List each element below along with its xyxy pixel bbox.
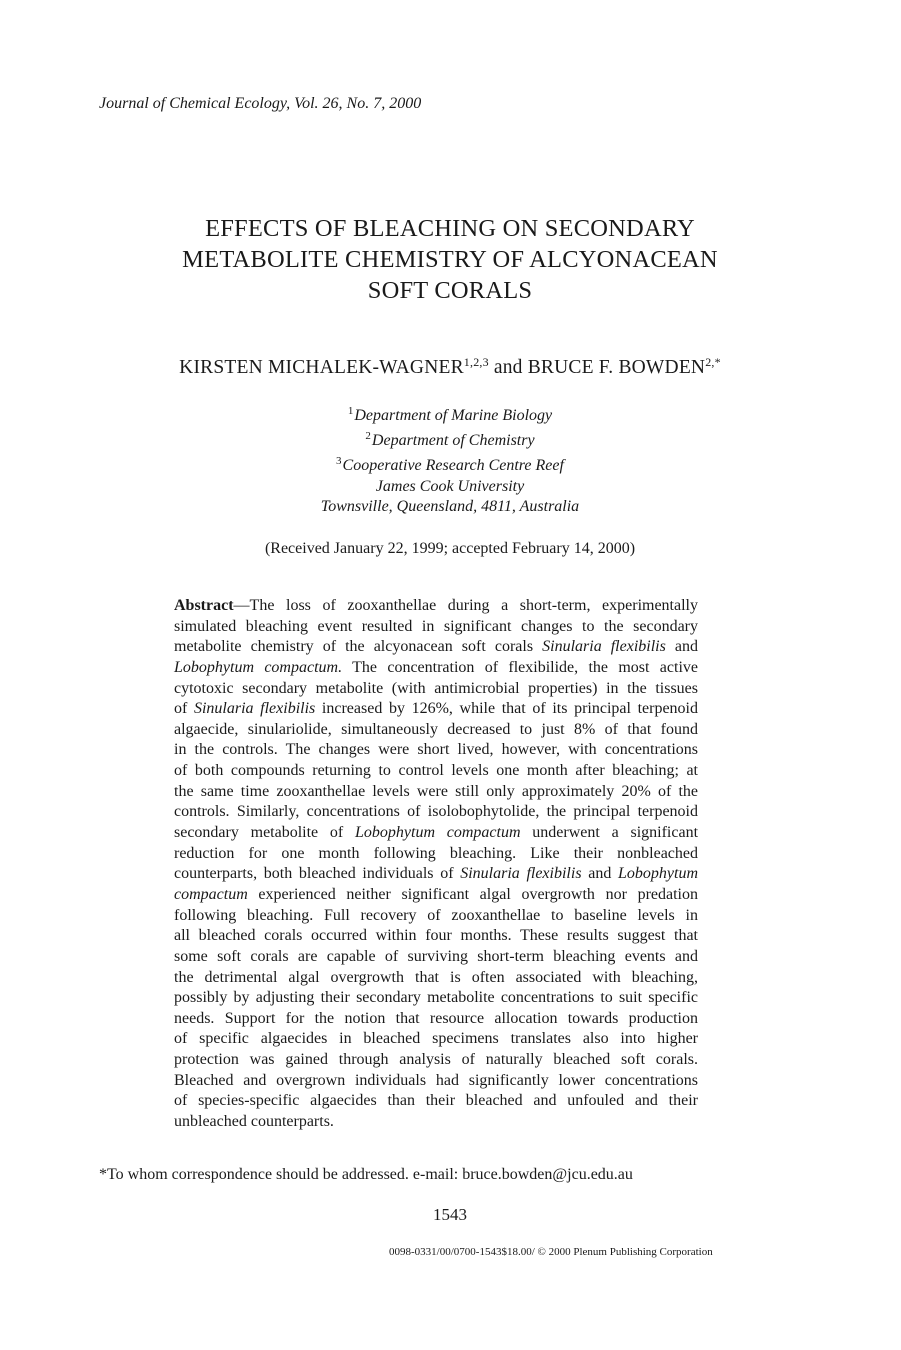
species-name: Lobophytum compactum. (174, 658, 343, 676)
abstract-line: of specific algaecides in bleached specimens translates also into higher (174, 1030, 698, 1048)
species-name: Sinularia flexibilis (460, 865, 582, 883)
abstract-line: some soft corals are capable of surviving short-term bleaching events and (174, 947, 698, 965)
abstract-line: counterparts, both bleached individuals of Sinularia flexibilis and Lobophytum (174, 865, 698, 883)
abstract-line: metabolite chemistry of the alcyonacean soft corals Sinularia flexibilis and (174, 638, 698, 656)
abstract-line: the same time zooxanthellae levels were still only approximately 20% of the (174, 782, 698, 800)
abstract-line: protection was gained through analysis of naturally bleached soft corals. (174, 1051, 698, 1069)
species-name: Lobophytum (618, 865, 698, 883)
affiliation-1 (100, 407, 800, 425)
affiliation-number: 1 (347, 405, 354, 417)
abstract-line: simulated bleaching event resulted in significant changes to the secondary (174, 617, 698, 635)
journal-citation: Journal of Chemical Ecology, Vol. 26, No. 7, 2000 (99, 95, 422, 112)
abstract-line: the detrimental algal overgrowth that is often associated with bleaching, (174, 968, 698, 986)
page-number: 1543 (433, 1205, 467, 1224)
abstract-line: Abstract—The loss of zooxanthellae during a short-term, experimentally (174, 597, 698, 614)
abstract-label: Abstract (174, 597, 234, 614)
received-dates: (Received January 22, 1999; accepted February 14, 2000) (264, 540, 636, 557)
title-line: METABOLITE CHEMISTRY OF ALCYONACEAN (182, 246, 718, 273)
affiliation-3 (100, 457, 800, 475)
paper-title (100, 213, 800, 306)
abstract-line: compactum experienced neither significant algal overgrowth nor predation (174, 885, 698, 903)
correspondence-footnote: *To whom correspondence should be addressed. e-mail: bruce.bowden@jcu.edu.au (99, 1166, 633, 1183)
abstract-line: of Sinularia flexibilis increased by 126%, while that of its principal terpenoid (174, 700, 699, 718)
author-name: KIRSTEN MICHALEK-WAGNER (179, 357, 464, 378)
affiliation-number: 3 (336, 455, 342, 467)
species-name: compactum (174, 885, 248, 903)
abstract-line: unbleached counterparts. (174, 1113, 334, 1131)
author-affiliation-marker: 1,2,3 (463, 355, 489, 369)
author-conjunction: and (493, 357, 523, 378)
abstract-line: all bleached corals occurred within four months. These results suggest that (174, 927, 698, 945)
abstract-line: cytotoxic secondary metabolite (with antimicrobial properties) in the tissues (174, 679, 698, 697)
species-name: Lobophytum compactum (355, 824, 521, 842)
abstract-line: Lobophytum compactum. The concentration of flexibilide, the most active (174, 658, 698, 676)
affiliation-number: 2 (365, 430, 371, 442)
author-name: BRUCE F. BOWDEN (527, 357, 706, 378)
abstract-line: controls. Similarly, concentrations of isolobophytolide, the principal terpenoid (174, 803, 698, 821)
affiliation-address: Townsville, Queensland, 4811, Australia (320, 498, 580, 515)
species-name: Sinularia flexibilis (542, 638, 666, 656)
abstract-line: needs. Support for the notion that resource allocation towards production (174, 1009, 698, 1027)
title-line: EFFECTS OF BLEACHING ON SECONDARY (205, 215, 695, 242)
author-list (100, 357, 800, 379)
affiliation-text: Department of Marine Biology (354, 407, 553, 424)
copyright-notice: 0098-0331/00/0700-1543$18.00/ © 2000 Plenum Publishing Corporation (389, 1246, 713, 1258)
affiliation-text: Cooperative Research Centre Reef (342, 457, 564, 474)
author-affiliation-marker: 2,* (705, 355, 721, 369)
abstract-line: reduction for one month following bleaching. Like their nonbleached (174, 844, 698, 862)
abstract (174, 596, 698, 1133)
abstract-line: algaecide, sinulariolide, simultaneously decreased to just 8% of that found (174, 720, 698, 738)
affiliation-text: Department of Chemistry (371, 432, 535, 449)
abstract-line: in the controls. The changes were short lived, however, with concentrations (174, 741, 698, 759)
affiliation-university: James Cook University (375, 478, 525, 495)
abstract-line: of species-specific algaecides than their bleached and unfouled and their (174, 1092, 698, 1110)
abstract-line: following bleaching. Full recovery of zooxanthellae to baseline levels in (174, 906, 698, 924)
abstract-line: Bleached and overgrown individuals had significantly lower concentrations (174, 1071, 698, 1089)
title-line: SOFT CORALS (367, 277, 533, 304)
abstract-line: of both compounds returning to control levels one month after bleaching; at (174, 762, 698, 780)
abstract-line: possibly by adjusting their secondary metabolite concentrations to suit specific (174, 989, 698, 1007)
affiliation-2 (100, 432, 800, 450)
species-name: Sinularia flexibilis (193, 700, 316, 718)
abstract-line: secondary metabolite of Lobophytum compactum underwent a significant (174, 824, 699, 842)
